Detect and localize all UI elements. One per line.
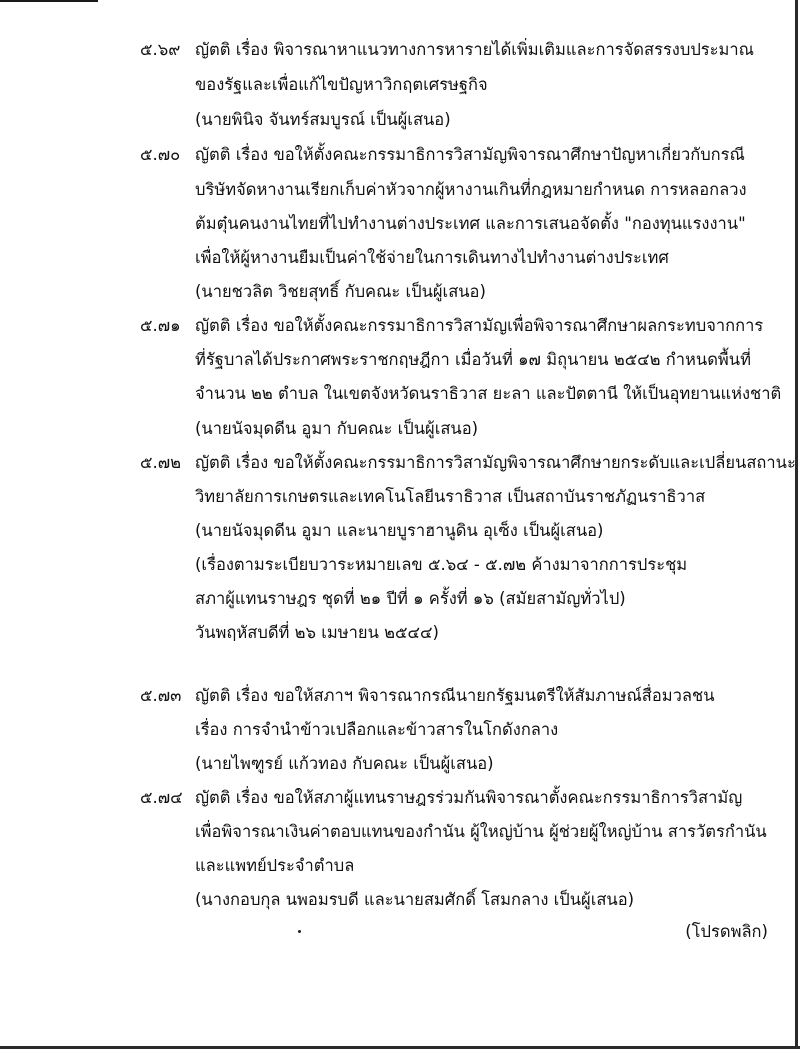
note-line: สภาผู้แทนราษฎร ชุดที่ ๒๑ ปีที่ ๑ ครั้งที่ ๑๖ (สมัยสามัญทั่วไป): [195, 589, 626, 608]
agenda-proposer: (นายนัจมุดดีน อูมา กับคณะ เป็นผู้เสนอ): [195, 419, 479, 438]
please-turn-over: (โปรดพลิก): [685, 922, 768, 941]
agenda-number: ๕.๗๓: [140, 686, 182, 705]
agenda-number: ๕.๗๑: [140, 316, 181, 335]
agenda-number: ๕.๗๔: [140, 788, 183, 807]
agenda-line: เรื่อง การจำนำข้าวเปลือกและข้าวสารในโกดังกลาง: [195, 720, 559, 739]
agenda-proposer: (นางกอบกุล นพอมรบดี และนายสมศักดิ์ โสมกลาง เป็นผู้เสนอ): [195, 890, 635, 909]
agenda-title: ญัตติ เรื่อง ขอให้ตั้งคณะกรรมาธิการวิสามัญพิจารณาศึกษายกระดับและเปลี่ยนสถานะ: [195, 453, 796, 472]
agenda-line: ต้มตุ๋นคนงานไทยที่ไปทำงานต่างประเทศ และการเสนอจัดตั้ง "กองทุนแรงงาน": [195, 214, 746, 233]
agenda-line: วิทยาลัยการเกษตรและเทคโนโลยีนราธิวาส เป็นสถาบันราชภัฏนราธิวาส: [195, 487, 706, 506]
agenda-number: ๕.๗๐: [140, 145, 181, 164]
agenda-number: ๕.๗๒: [140, 453, 182, 472]
agenda-line: ของรัฐและเพื่อแก้ไขปัญหาวิกฤตเศรษฐกิจ: [195, 75, 488, 94]
agenda-title: ญัตติ เรื่อง ขอให้ตั้งคณะกรรมาธิการวิสามัญเพื่อพิจารณาศึกษาผลกระทบจากการ: [195, 316, 764, 335]
scan-top-rule: [0, 0, 98, 2]
note-line: วันพฤหัสบดีที่ ๒๖ เมษายน ๒๕๔๔): [195, 623, 439, 642]
agenda-line: เพื่อให้ผู้หางานยืมเป็นค่าใช้จ่ายในการเดินทางไปทำงานต่างประเทศ: [195, 248, 669, 267]
agenda-line: บริษัทจัดหางานเรียกเก็บค่าหัวจากผู้หางานเกินที่กฎหมายกำหนด การหลอกลวง: [195, 180, 747, 199]
scan-right-edge: [795, 0, 798, 1049]
agenda-proposer: (นายพินิจ จันทร์สมบูรณ์ เป็นผู้เสนอ): [195, 110, 451, 129]
agenda-title: ญัตติ เรื่อง ขอให้ตั้งคณะกรรมาธิการวิสามัญพิจารณาศึกษาปัญหาเกี่ยวกับกรณี: [195, 145, 745, 164]
agenda-line: และแพทย์ประจำตำบล: [195, 856, 355, 875]
agenda-proposer: (นายชวลิต วิชยสุทธิ์ กับคณะ เป็นผู้เสนอ): [195, 282, 486, 301]
note-line: (เรื่องตามระเบียบวาระหมายเลข ๕.๖๔ - ๕.๗๒ ค้างมาจากการประชุม: [195, 555, 688, 574]
stray-dot: [298, 930, 301, 933]
agenda-proposer: (นายนัจมุดดีน อูมา และนายบูราฮานูดิน อุเซ็ง เป็นผู้เสนอ): [195, 521, 604, 540]
agenda-line: ที่รัฐบาลได้ประกาศพระราชกฤษฎีกา เมื่อวันที่ ๑๗ มิถุนายน ๒๕๔๒ กำหนดพื้นที่: [195, 350, 751, 369]
agenda-proposer: (นายไพฑูรย์ แก้วทอง กับคณะ เป็นผู้เสนอ): [195, 754, 494, 773]
agenda-title: ญัตติ เรื่อง ขอให้สภาผู้แทนราษฎรร่วมกันพิจารณาตั้งคณะกรรมาธิการวิสามัญ: [195, 788, 743, 807]
agenda-line: จำนวน ๒๒ ตำบล ในเขตจังหวัดนราธิวาส ยะลา และปัตตานี ให้เป็นอุทยานแห่งชาติ: [195, 384, 782, 403]
agenda-line: เพื่อพิจารณาเงินค่าตอบแทนของกำนัน ผู้ใหญ่บ้าน ผู้ช่วยผู้ใหญ่บ้าน สารวัตรกำนัน: [195, 822, 767, 841]
agenda-title: ญัตติ เรื่อง พิจารณาหาแนวทางการหารายได้เพิ่มเติมและการจัดสรรงบประมาณ: [195, 40, 754, 59]
agenda-number: ๕.๖๙: [140, 40, 181, 59]
agenda-title: ญัตติ เรื่อง ขอให้สภาฯ พิจารณากรณีนายกรัฐมนตรีให้สัมภาษณ์สื่อมวลชน: [195, 686, 715, 705]
